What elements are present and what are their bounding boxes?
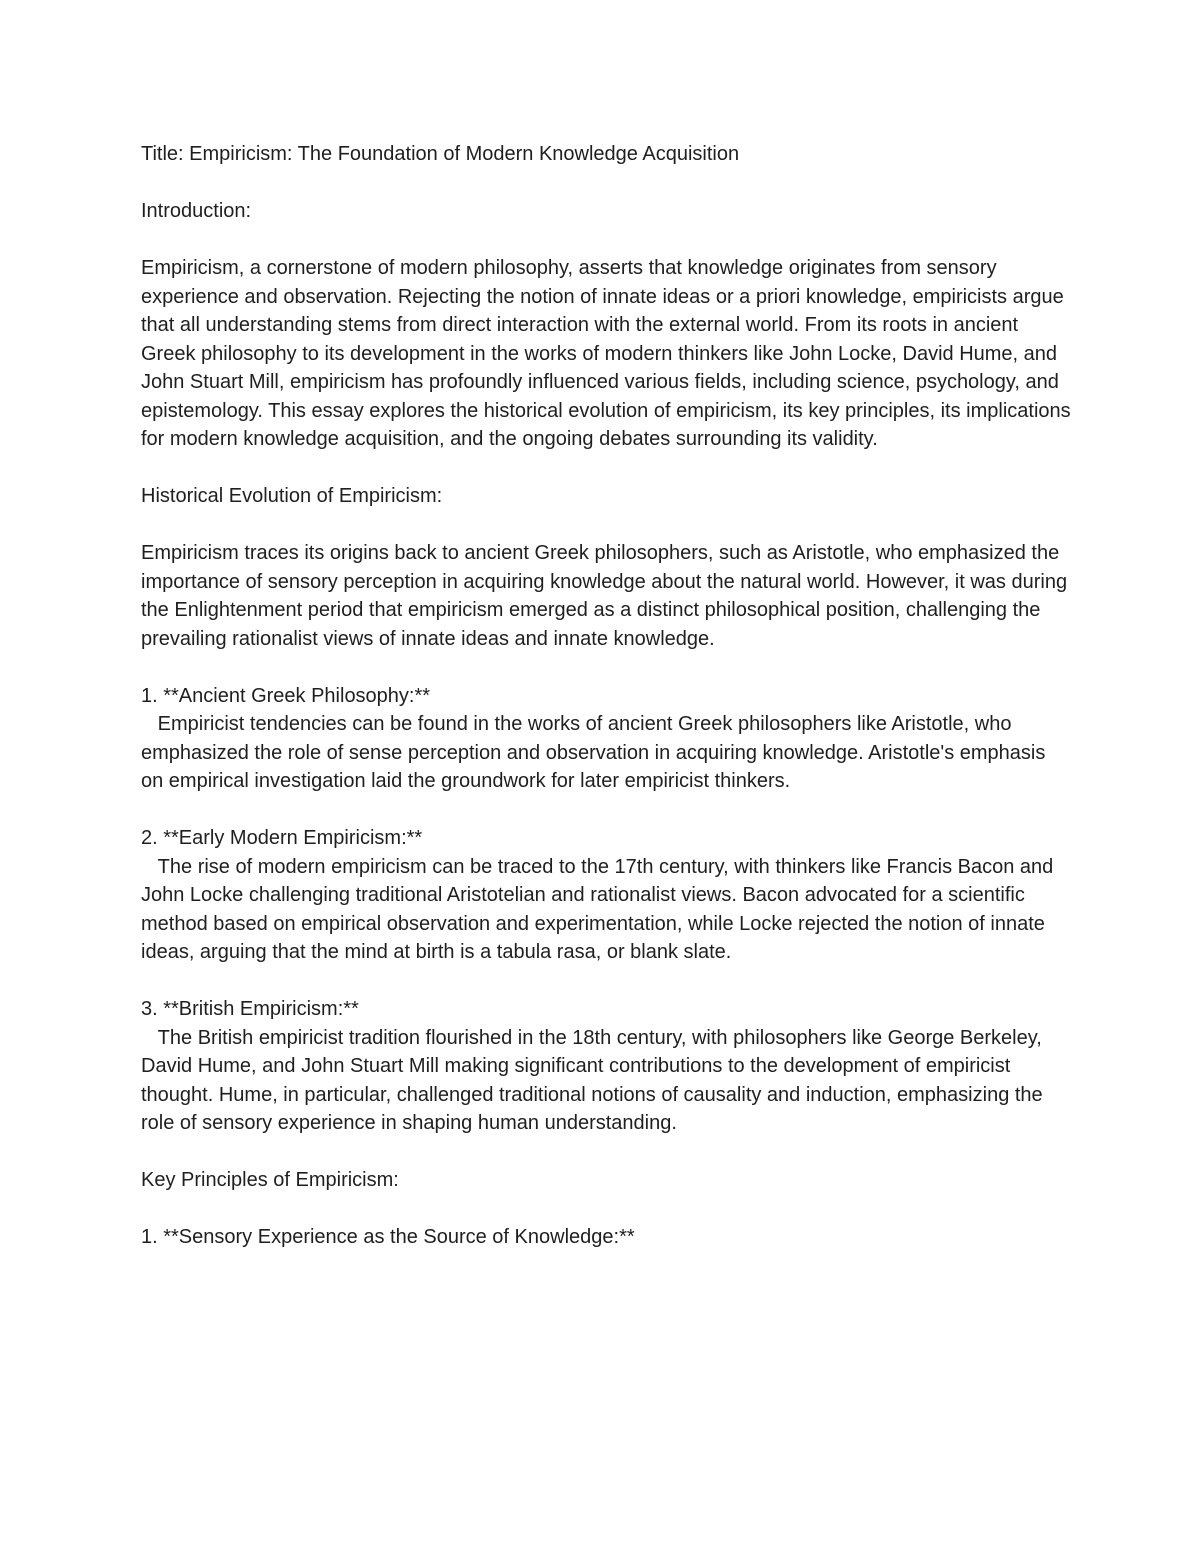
document-title: Title: Empiricism: The Foundation of Modern Knowledge Acquisition xyxy=(141,143,740,165)
history-item-heading: 3. **British Empiricism:** xyxy=(141,998,359,1020)
history-item-heading: 1. **Ancient Greek Philosophy:** xyxy=(141,684,431,707)
paragraph-gap xyxy=(141,1195,1071,1224)
paragraph-gap xyxy=(141,796,1071,825)
section-heading-introduction: Introduction: xyxy=(141,200,252,222)
principle-item-heading: 1. **Sensory Experience as the Source of Knowledge:** xyxy=(141,1226,635,1248)
historical-evolution-paragraph: Empiricism traces its origins back to ancient Greek philosophers, such as Aristotle, who emphasized the importance of sensory perception in acquiring knowledge about the natural world. However, it was during the Enlightenment period that empiricism emerged as a distinct philosophical position, challenging the prevailing rationalist views of innate ideas and innate knowledge. xyxy=(141,542,1073,650)
history-item-body: The British empiricist tradition flourished in the 18th century, with philosophers like George Berkeley, David Hume, and John Stuart Mill making significant contributions to the development of empiricist thought. Hume, in particular, challenged traditional notions of causality and induction, emphasizing the role of sensory experience in shaping human understanding. xyxy=(141,1026,1049,1134)
section-heading-key-principles: Key Principles of Empiricism: xyxy=(141,1169,399,1191)
history-item-body: The rise of modern empiricism can be traced to the 17th century, with thinkers like Francis Bacon and John Locke challenging traditional Aristotelian and rationalist views. Bacon advocated for a scientific method based on empirical observation and experimentation, while Locke rejected the notion of innate ideas, arguing that the mind at birth is a tabula rasa, or blank slate. xyxy=(141,855,1059,963)
paragraph-gap xyxy=(141,653,1071,682)
section-heading-historical-evolution: Historical Evolution of Empiricism: xyxy=(141,485,443,507)
paragraph-gap xyxy=(141,967,1071,996)
paragraph-gap xyxy=(141,1138,1071,1167)
paragraph-gap xyxy=(141,226,1071,255)
introduction-paragraph: Empiricism, a cornerstone of modern philosophy, asserts that knowledge originates from sensory experience and observation. Rejecting the notion of innate ideas or a priori knowledge, empiricists argue that all understanding stems from direct interaction with the external world. From its roots in ancient Greek philosophy to its development in the works of modern thinkers like John Locke, David Hume, and John Stuart Mill, empiricism has profoundly influenced various fields, including science, psychology, and epistemology. This essay explores the historical evolution of empiricism, its key principles, its implications for modern knowledge acquisition, and the ongoing debates surrounding its validity. xyxy=(141,257,1077,450)
history-item-heading: 2. **Early Modern Empiricism:** xyxy=(141,827,423,849)
paragraph-gap xyxy=(141,169,1071,198)
paragraph-gap xyxy=(141,454,1071,483)
document-body xyxy=(141,140,1077,1252)
paragraph-gap xyxy=(141,511,1071,540)
history-item-body: Empiricist tendencies can be found in the works of ancient Greek philosophers like Aristotle, who emphasized the role of sense perception and observation in acquiring knowledge. Aristotle's emphasis on empirical investigation laid the groundwork for later empiricist thinkers. xyxy=(141,713,1051,792)
